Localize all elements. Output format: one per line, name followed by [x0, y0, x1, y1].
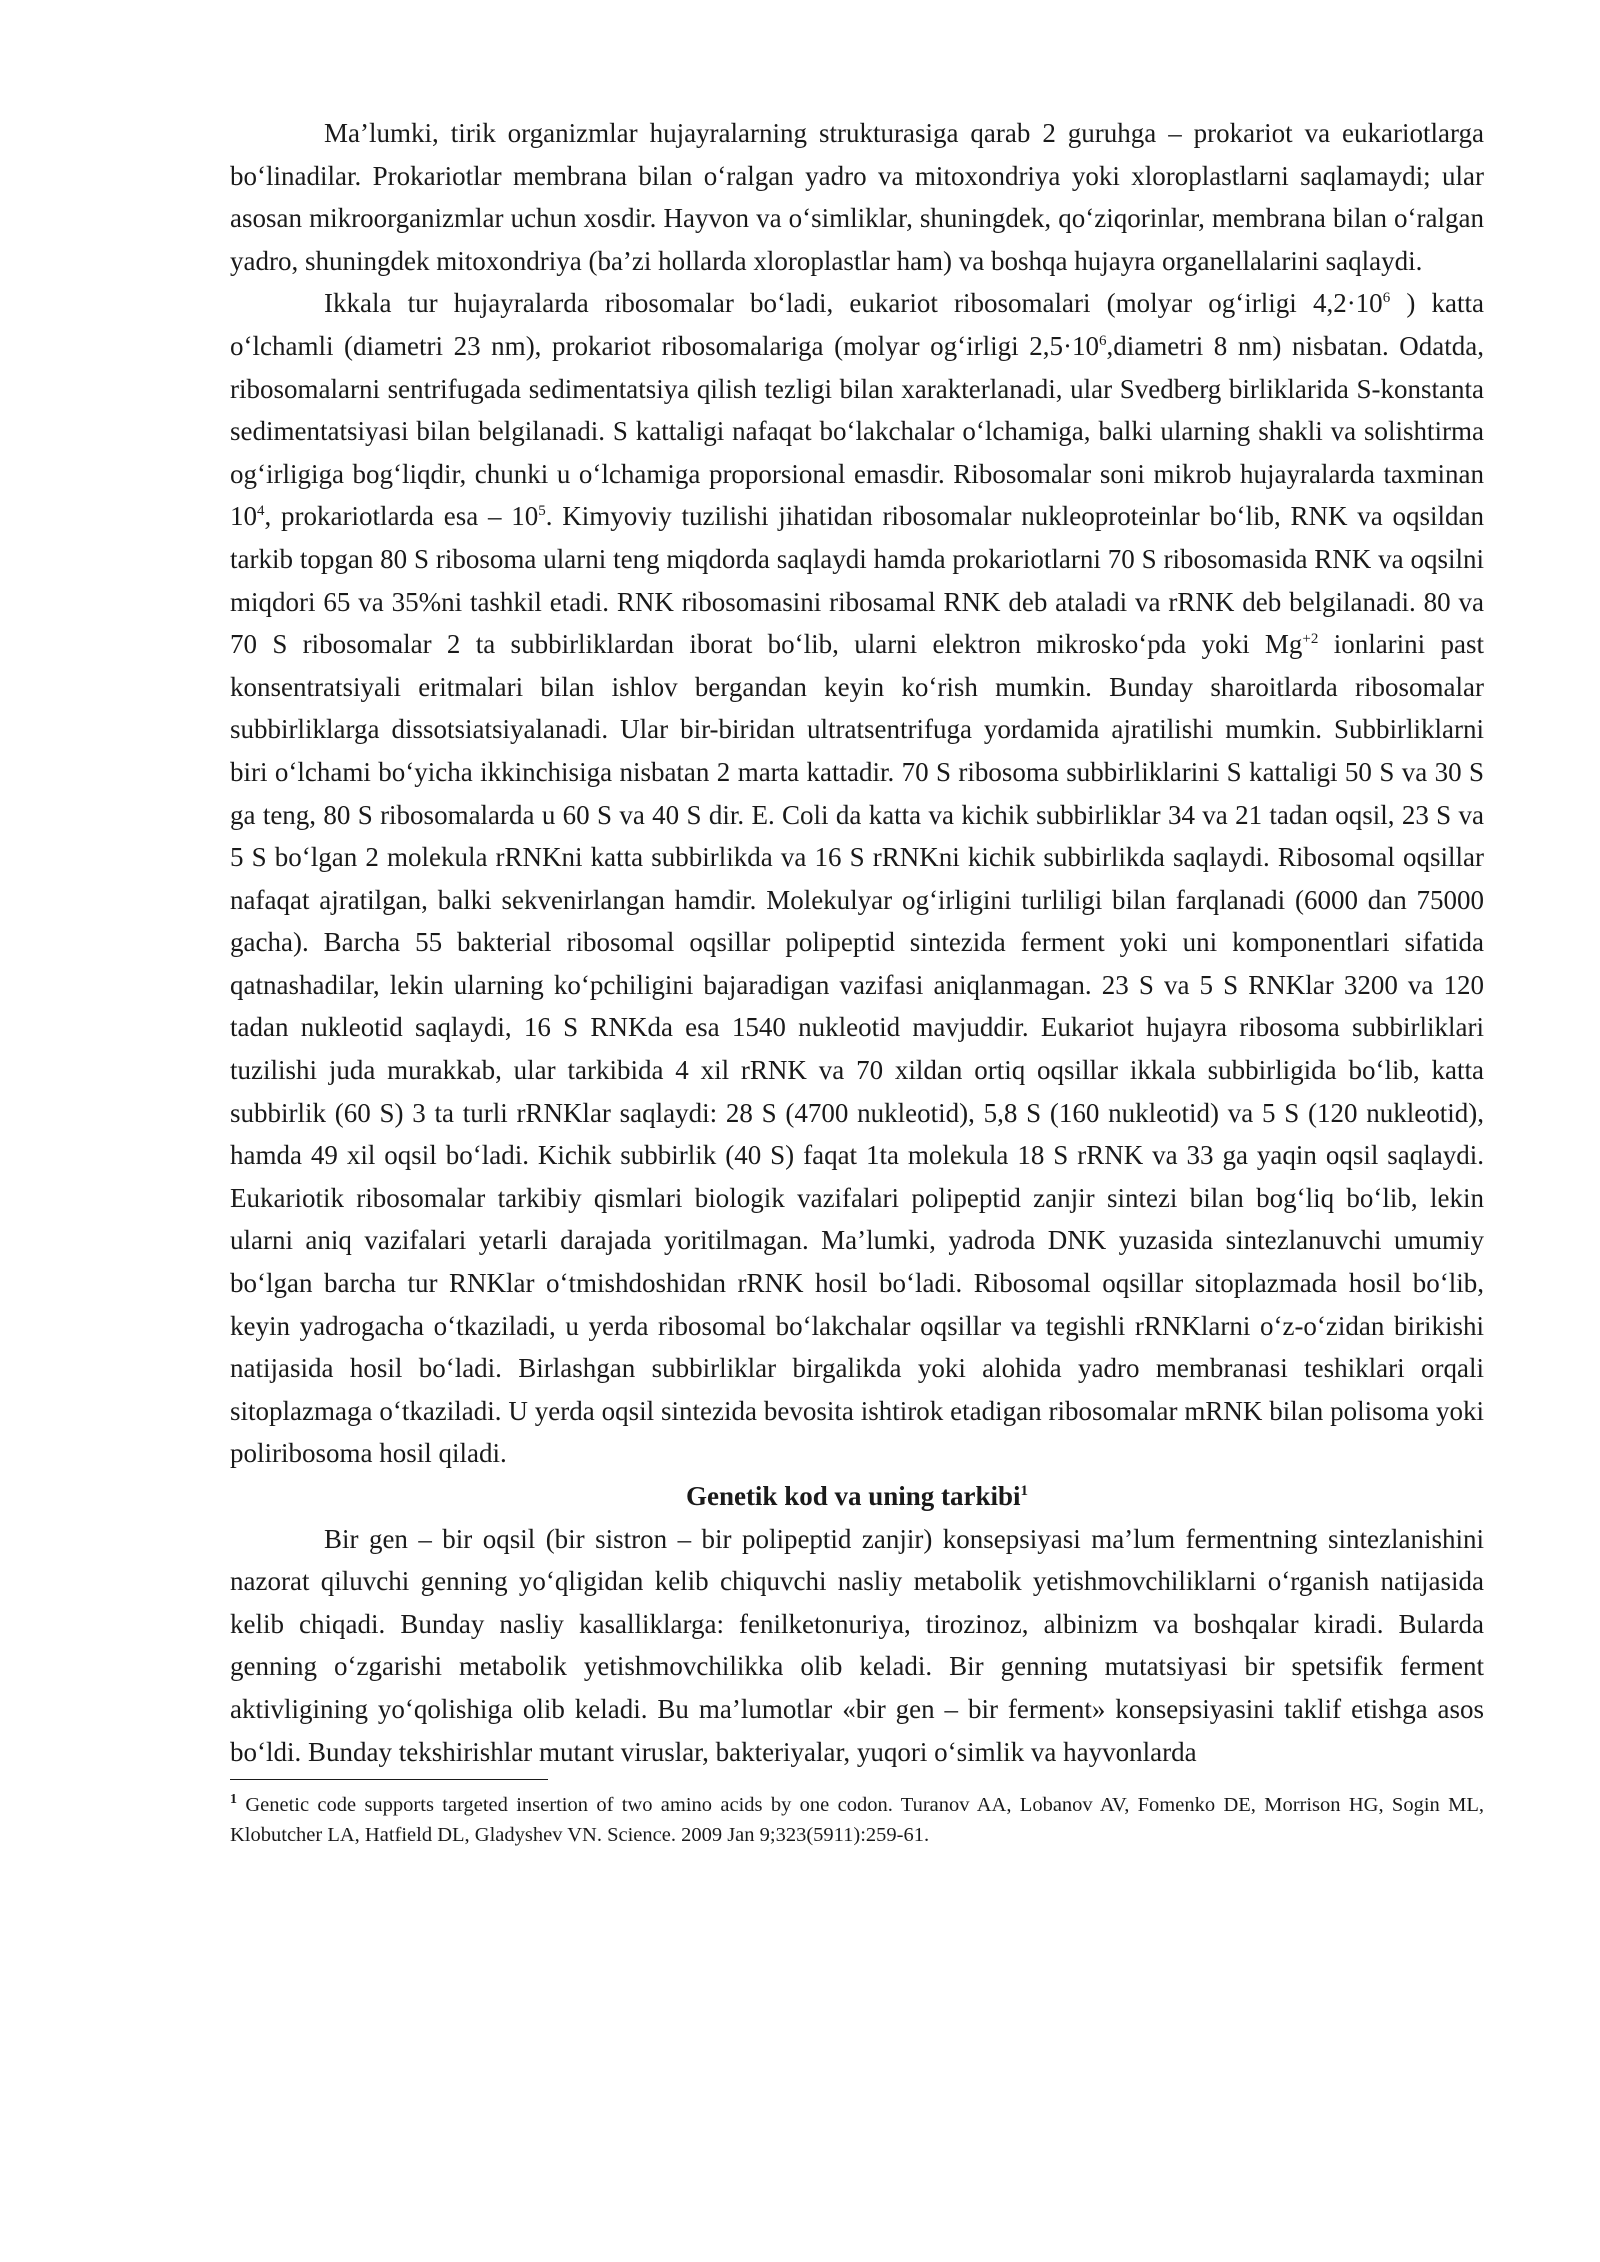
paragraph-genetic-code: Bir gen – bir oqsil (bir sistron – bir polipeptid zanjir) konsepsiyasi ma’lum fermentning sintezlanishini nazorat qiluvchi genning yo‘qligidan kelib chiquvchi nasliy metabolik yetishmovchiliklarni o‘rganish natijasida kelib chiqadi. Bunday nasliy kasalliklarga: fenilketonuriya, tirozinoz, albinizm va boshqalar kiradi. Bularda genning o‘zgarishi metabolik yetishmovchilikka olib keladi. Bir genning mutatsiyasi bir spetsifik ferment aktivligining yo‘qolishiga olib keladi. Bu ma’lumotlar «bir gen – bir ferment» konsepsiyasini taklif etishga asos bo‘ldi. Bunday tekshirishlar mutant viruslar, bakteriyalar, yuqori o‘simlik va hayvonlarda — [230, 1523, 1484, 1767]
footnote-ref[interactable]: 1 — [1020, 1483, 1029, 1499]
footnote-text: Genetic code supports targeted insertion of two amino acids by one codon. Turanov AA, Lobanov AV, Fomenko DE, Morrison HG, Sogin ML, Klobutcher LA, Hatfield DL, Gladyshev VN. Science. 2009 Jan 9;323(5911):259-61. — [230, 1794, 1484, 1847]
superscript: 4 — [257, 503, 265, 520]
superscript: 6 — [1099, 332, 1107, 349]
superscript: +2 — [1302, 631, 1319, 648]
section-heading: Genetik kod va uning tarkibi$^1$ — [685, 1481, 1029, 1511]
text-run: , prokariotlarda esa – 10 — [264, 501, 539, 532]
text-run: Ikkala tur hujayralarda ribosomalar bo‘ladi, eukariot ribosomalari (molyar og‘irligi 4,2·10 — [324, 288, 1383, 319]
text-run: ) katta o‘lchamli (diametri 23 nm), prokariot ribosomalariga (molyar og‘irligi 2,5·10 — [230, 288, 1484, 361]
paragraph-ribosomes — [230, 282, 1484, 1475]
footnote — [230, 1790, 1484, 1850]
text-run: . Kimyoviy tuzilishi jihatidan ribosomalar nukleoproteinlar bo‘lib, RNK va oqsildan tarkib topgan 80 S ribosoma ularni teng miqdorda saqlaydi hamda prokariotlarni 70 S ribosomasida RNK va oqsilni miqdori 65 va 35%ni tashkil etadi. RNK ribosomasini ribosamal RNK deb ataladi va rRNK deb belgilanadi. 80 va 70 S ribosomalar 2 ta subbirliklardan iborat bo‘lib, ularni elektron mikrosko‘pda yoki Mg — [230, 501, 1485, 660]
text-run: ,diametri 8 nm) nisbatan. Odatda, ribosomalarni sentrifugada sedimentatsiya qilish tezligi bilan xarakterlanadi, ular Svedberg birliklarida S-konstanta sedimentatsiyasi bilan belgilanadi. S kattaligi nafaqat bo‘lakchalar o‘lchamiga, balki ularning shakli va solishtirma og‘irligiga bog‘liqdir, chunki u o‘lchamiga proporsional emasdir. Ribosomalar soni mikrob hujayralarda taxminan 10 — [230, 330, 1485, 532]
footnote-marker: 1 — [230, 1792, 237, 1808]
footnote-divider — [230, 1779, 548, 1780]
paragraph-prokaryotes-eukaryotes: Ma’lumki, tirik organizmlar hujayralarning strukturasiga qarab 2 guruhga – prokariot va eukariotlarga bo‘linadilar. Prokariotlar membrana bilan o‘ralgan yadro va mitoxondriya yoki xloroplastlarni saqlamaydi; ular asosan mikroorganizmlar uchun xosdir. Hayvon va o‘simliklar, shuningdek, qo‘ziqorinlar, membrana bilan o‘ralgan yadro, shuningdek mitoxondriya (ba’zi hollarda xloroplastlar ham) va boshqa hujayra organellalarini saqlaydi. — [230, 118, 1484, 276]
superscript: 6 — [1382, 290, 1391, 307]
superscript: 5 — [538, 503, 546, 520]
document-page — [230, 112, 1484, 1850]
text-run: ionlarini past konsentratsiyali eritmalari bilan ishlov bergandan keyin ko‘rish mumkin. Bunday sharoitlarda ribosomalar subbirliklarga dissotsiatsiyalanadi. Ular bir-biridan ultratsentrifuga yordamida ajratilishi mumkin. Subbirliklarni biri o‘lchami bo‘yicha ikkinchisiga nisbatan 2 marta kattadir. 70 S ribosoma subbirliklarini S kattaligi 50 S va 30 S ga teng, 80 S ribosomalarda u 60 S va 40 S dir. E. Coli da katta va kichik subbirliklar 34 va 21 tadan oqsil, 23 S va 5 S bo‘lgan 2 molekula rRNKni katta subbirlikda va 16 S rRNKni kichik subbirlikda saqlaydi. Ribosomal oqsillar nafaqat ajratilgan, balki sekvenirlangan hamdir. Molekulyar og‘irligini turliligi bilan farqlanadi (6000 dan 75000 gacha). Barcha 55 bakterial ribosomal oqsillar polipeptid sintezida ferment yoki uni komponentlari sifatida qatnashadilar, lekin ularning ko‘pchiligini bajaradigan vazifasi aniqlanmagan. 23 S va 5 S RNKlar 3200 va 120 tadan nukleotid saqlaydi, 16 S RNKda esa 1540 nukleotid mavjuddir. Eukariot hujayra ribosoma subbirliklari tuzilishi juda murakkab, ular tarkibida 4 xil rRNK va 70 xildan ortiq oqsillar ikkala subbirligida bo‘lib, katta subbirlik (60 S) 3 ta turli rRNKlar saqlaydi: 28 S (4700 nukleotid), 5,8 S (160 nukleotid) va 5 S (120 nukleotid), hamda 49 xil oqsil bo‘ladi. Kichik subbirlik (40 S) faqat 1ta molekula 18 S rRNK va 33 ga yaqin oqsil saqlaydi. Eukariotik ribosomalar tarkibiy qismlari biologik vazifalari polipeptid zanjir sintezi bilan bog‘liq bo‘lib, lekin ularni aniq vazifalari yetarli darajada yoritilmagan. Ma’lumki, yadroda DNK yuzasida sintezlanuvchi umumiy bo‘lgan barcha tur RNKlar o‘tmishdoshidan rRNK hosil bo‘ladi. Ribosomal oqsillar sitoplazmada hosil bo‘lib, keyin yadrogacha o‘tkaziladi, u yerda ribosomal bo‘lakchalar oqsillar va tegishli rRNKlarni o‘z-o‘zidan birikishi natijasida hosil bo‘ladi. Birlashgan subbirliklar birgalikda yoki alohida yadro membranasi teshiklari orqali sitoplazmaga o‘tkaziladi. U yerda oqsil sintezida bevosita ishtirok etadigan ribosomalar mRNK bilan polisoma yoki poliribosoma hosil qiladi. — [230, 629, 1484, 1469]
